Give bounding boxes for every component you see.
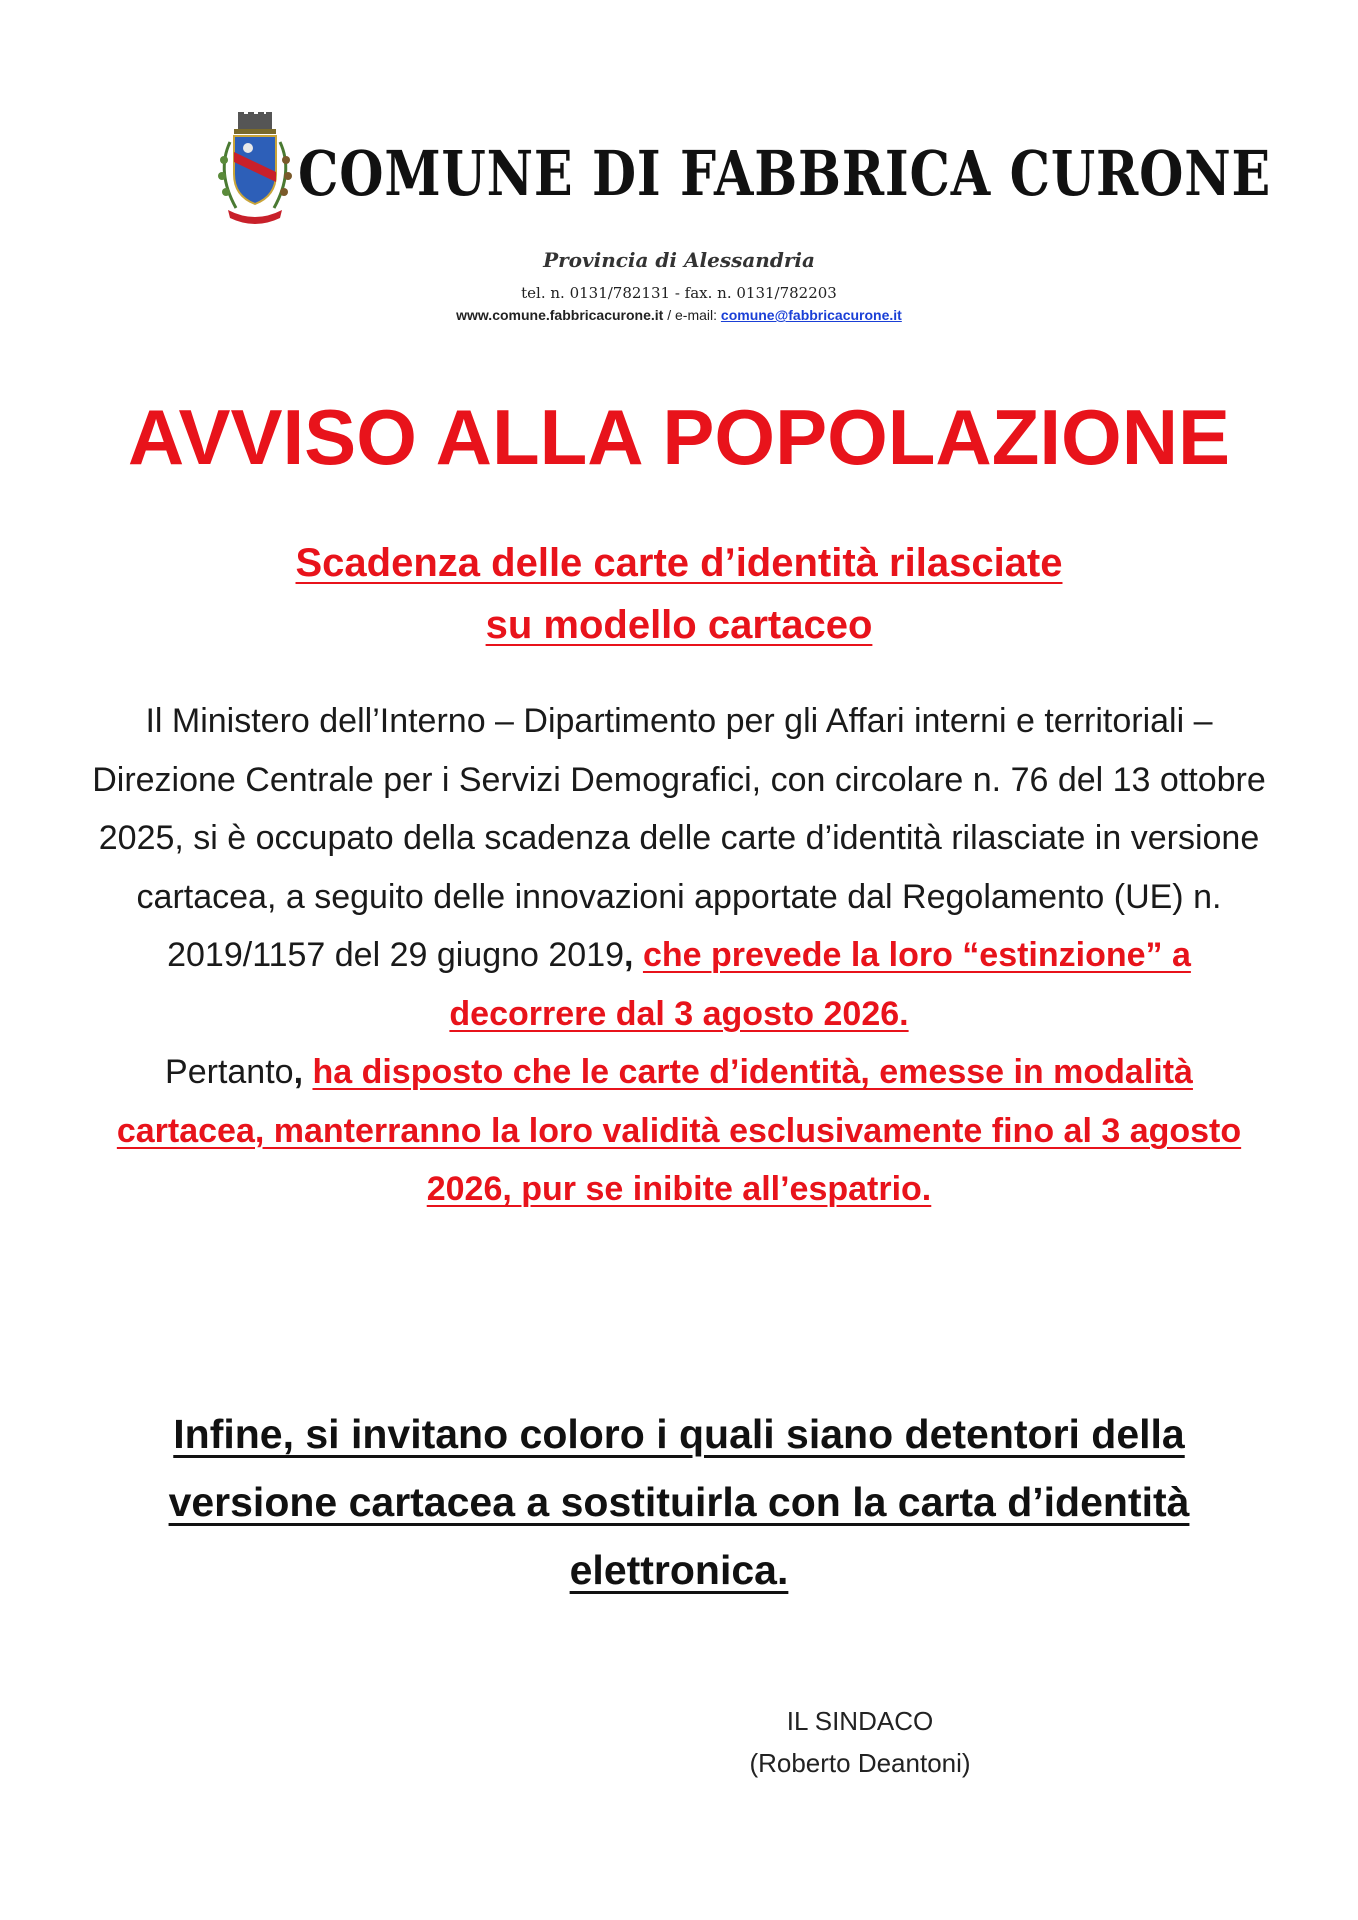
signature-role: IL SINDACO	[786, 1706, 934, 1736]
email-link[interactable]: comune@fabbricacurone.it	[720, 307, 902, 323]
subtitle-line-2: su modello cartaceo	[485, 603, 873, 647]
closing-text: Infine, si invitano coloro i quali siano detentori della versione cartacea a sostituirla con la carta d’identità elettronica.	[168, 1411, 1190, 1593]
body-comma-2: ,	[293, 1053, 313, 1091]
notice-subtitle	[0, 532, 1358, 656]
signature-block	[700, 1700, 1020, 1784]
subtitle-line-1: Scadenza delle carte d’identità rilasciate	[295, 541, 1063, 585]
closing-paragraph	[90, 1400, 1268, 1604]
body-comma-1: ,	[624, 936, 643, 974]
municipality-title: COMUNE DI FABBRICA CURONE	[298, 137, 1272, 210]
province-line: Provincia di Alessandria	[543, 248, 815, 272]
phone-fax-line: tel. n. 0131/782131 - fax. n. 0131/782203	[521, 284, 837, 302]
email-label: / e-mail:	[663, 307, 721, 323]
body-paragraph-2: Pertanto	[165, 1053, 294, 1091]
municipal-crest-icon	[210, 112, 300, 230]
notice-heading: AVVISO ALLA POPOLAZIONE	[127, 393, 1231, 481]
body-paragraph-1: Il Ministero dell’Interno – Dipartimento per gli Affari interni e territoriali – Direzione Centrale per i Servizi Demografici, con circolare n. 76 del 13 ottobre 2025, si è occupato della scadenza delle carte d’identità rilasciate in versione cartacea, a seguito delle innovazioni apportate dal Regolamento (UE) n. 2019/1157 del 29 giugno 2019	[92, 702, 1266, 974]
notice-body	[90, 692, 1268, 1219]
website-text: www.comune.fabbricacurone.it	[456, 307, 664, 323]
signature-name: (Roberto Deantoni)	[749, 1748, 971, 1778]
body-highlight-1: che prevede la loro “estinzione” a decorrere dal 3 agosto 2026.	[449, 936, 1191, 1033]
letterhead	[0, 112, 1358, 242]
web-email-line	[0, 307, 1358, 323]
body-highlight-2: ha disposto che le carte d’identità, emesse in modalità cartacea, manterranno la loro validità esclusivamente fino al 3 agosto 2026, pur se inibite all’espatrio.	[116, 1053, 1242, 1208]
